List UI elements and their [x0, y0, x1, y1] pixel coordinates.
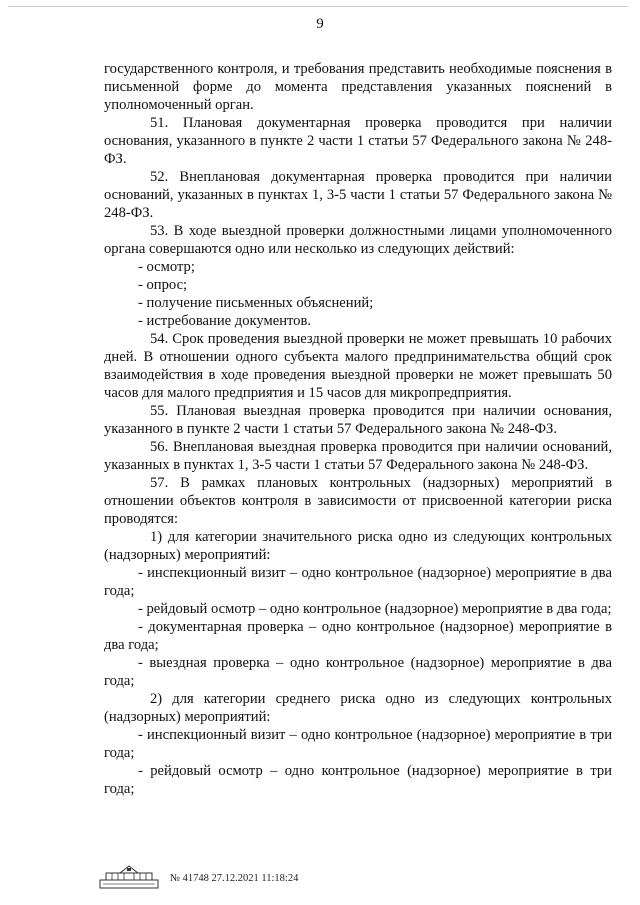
page-number: 9: [316, 16, 324, 32]
paragraph-52: 52. Внеплановая документарная проверка проводится при наличии оснований, указанных в пунктах 1, 3-5 части 1 статьи 57 Федерального закона № 248-ФЗ.: [104, 169, 612, 221]
paragraph-55: 55. Плановая выездная проверка проводится при наличии основания, указанного в пункте 2 части 1 статьи 57 Федерального закона № 248-ФЗ.: [104, 403, 612, 437]
list-item-inspection: - осмотр;: [138, 259, 195, 275]
paragraph-continuation: государственного контроля, и требования представить необходимые пояснения в письменной форме до момента представления указанных пояснений в уполномоченный орган.: [104, 61, 612, 113]
paragraph-56: 56. Внеплановая выездная проверка проводится при наличии оснований, указанных в пунктах 1, 3-5 части 1 статьи 57 Федерального закона № 248-ФЗ.: [104, 439, 612, 473]
paragraph-54: 54. Срок проведения выездной проверки не может превышать 10 рабочих дней. В отношении одного субъекта малого предпринимательства общий срок взаимодействия в ходе проведения выездной проверки не может превышать 50 часов для малого предприятия и 15 часов для микропредприятия.: [104, 331, 612, 401]
list-item-survey: - опрос;: [138, 277, 188, 293]
subitem-2-medium-risk: 2) для категории среднего риска одно из следующих контрольных (надзорных) мероприятий:: [104, 691, 612, 725]
registration-stamp-text: № 41748 27.12.2021 11:18:24: [170, 873, 299, 884]
paragraph-53: 53. В ходе выездной проверки должностными лицами уполномоченного органа совершаются одно или несколько из следующих действий:: [104, 223, 612, 257]
paragraph-57: 57. В рамках плановых контрольных (надзорных) мероприятий в отношении объектов контроля в зависимости от присвоенной категории риска проводятся:: [104, 475, 612, 527]
document-body: [104, 60, 612, 798]
list-item-raid-2y: - рейдовый осмотр – одно контрольное (надзорное) мероприятие в два года;: [138, 601, 612, 617]
list-item-documents: - истребование документов.: [138, 313, 312, 329]
list-item-doc-check-2y: - документарная проверка – одно контрольное (надзорное) мероприятие в два года;: [104, 619, 612, 653]
subitem-1-significant-risk: 1) для категории значительного риска одно из следующих контрольных (надзорных) мероприятий:: [104, 529, 612, 563]
paragraph-51: 51. Плановая документарная проверка проводится при наличии основания, указанного в пункте 2 части 1 статьи 57 Федерального закона № 248-ФЗ.: [104, 115, 612, 167]
list-item-field-check-2y: - выездная проверка – одно контрольное (надзорное) мероприятие в два года;: [104, 655, 612, 689]
list-item-visit-2y: - инспекционный визит – одно контрольное (надзорное) мероприятие в два года;: [104, 565, 612, 599]
registry-stamp-logo-icon: [98, 862, 160, 890]
list-item-visit-3y: - инспекционный визит – одно контрольное (надзорное) мероприятие в три года;: [104, 727, 612, 761]
list-item-explanations: - получение письменных объяснений;: [138, 295, 374, 311]
top-border-line: [8, 6, 628, 7]
registration-footer: [98, 862, 398, 890]
list-item-raid-3y: - рейдовый осмотр – одно контрольное (надзорное) мероприятие в три года;: [104, 763, 612, 797]
